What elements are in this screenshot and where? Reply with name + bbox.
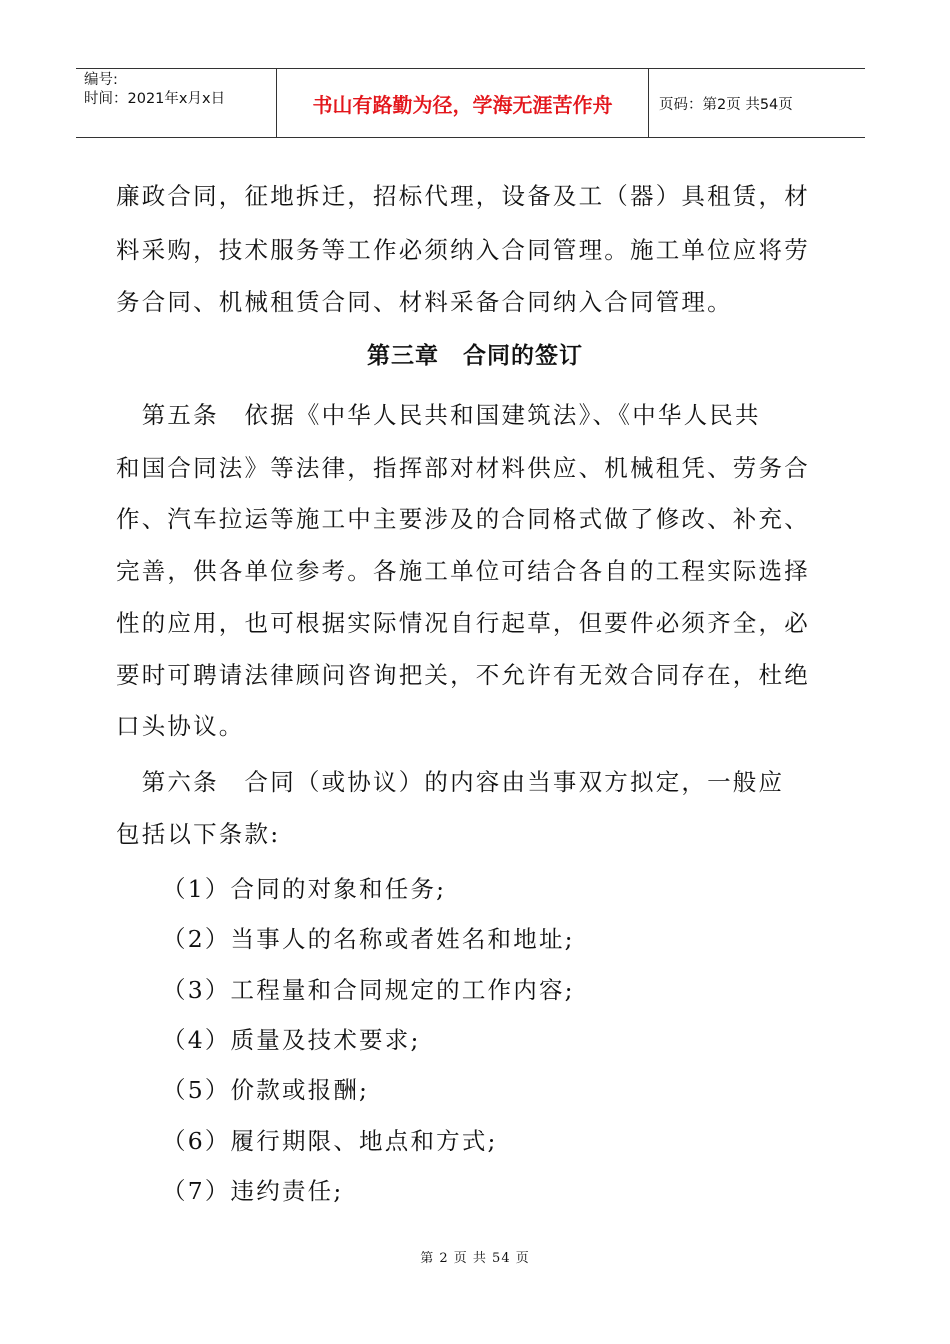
clause-item: （7）违约责任; bbox=[162, 1177, 344, 1205]
article-6-line: 第六条 合同（或协议）的内容由当事双方拟定，一般应 bbox=[116, 768, 785, 796]
header-meta bbox=[76, 69, 277, 137]
clause-item: （1）合同的对象和任务; bbox=[162, 875, 447, 903]
article-5-line: 口头协议。 bbox=[116, 712, 245, 740]
page-footer: 第 2 页 共 54 页 bbox=[420, 1251, 530, 1266]
intro-line: 务合同、机械租赁合同、材料采备合同纳入合同管理。 bbox=[116, 288, 733, 316]
article-5-line: 性的应用，也可根据实际情况自行起草，但要件必须齐全，必 bbox=[116, 609, 810, 637]
clause-item: （4）质量及技术要求; bbox=[162, 1026, 421, 1054]
header-page-info: 页码：第2页 共54页 bbox=[659, 96, 793, 113]
article-6-line: 包括以下条款: bbox=[116, 820, 281, 848]
page-header bbox=[76, 68, 865, 138]
article-5-line: 作、汽车拉运等施工中主要涉及的合同格式做了修改、补充、 bbox=[116, 505, 810, 533]
article-5-line: 完善，供各单位参考。各施工单位可结合各自的工程实际选择 bbox=[116, 557, 810, 585]
clause-item: （6）履行期限、地点和方式; bbox=[162, 1127, 498, 1155]
header-motto: 书山有路勤为径，学海无涯苦作舟 bbox=[277, 69, 649, 137]
article-5-line: 要时可聘请法律顾问咨询把关，不允许有无效合同存在，杜绝 bbox=[116, 661, 810, 689]
chapter-title: 第三章 合同的签订 bbox=[367, 343, 583, 369]
article-5-line: 和国合同法》等法律，指挥部对材料供应、机械租凭、劳务合 bbox=[116, 454, 810, 482]
clause-item: （5）价款或报酬; bbox=[162, 1076, 370, 1104]
time-label: 时间：2021年x月x日 bbox=[84, 91, 226, 107]
article-5-line: 第五条 依据《中华人民共和国建筑法》、《中华人民共 bbox=[116, 401, 761, 429]
number-label: 编号: bbox=[84, 72, 118, 88]
intro-line: 料采购，技术服务等工作必须纳入合同管理。施工单位应将劳 bbox=[116, 236, 810, 264]
clause-item: （3）工程量和合同规定的工作内容; bbox=[162, 976, 575, 1004]
clause-item: （2）当事人的名称或者姓名和地址; bbox=[162, 925, 575, 953]
intro-line: 廉政合同，征地拆迁，招标代理，设备及工（器）具租赁，材 bbox=[116, 182, 810, 210]
